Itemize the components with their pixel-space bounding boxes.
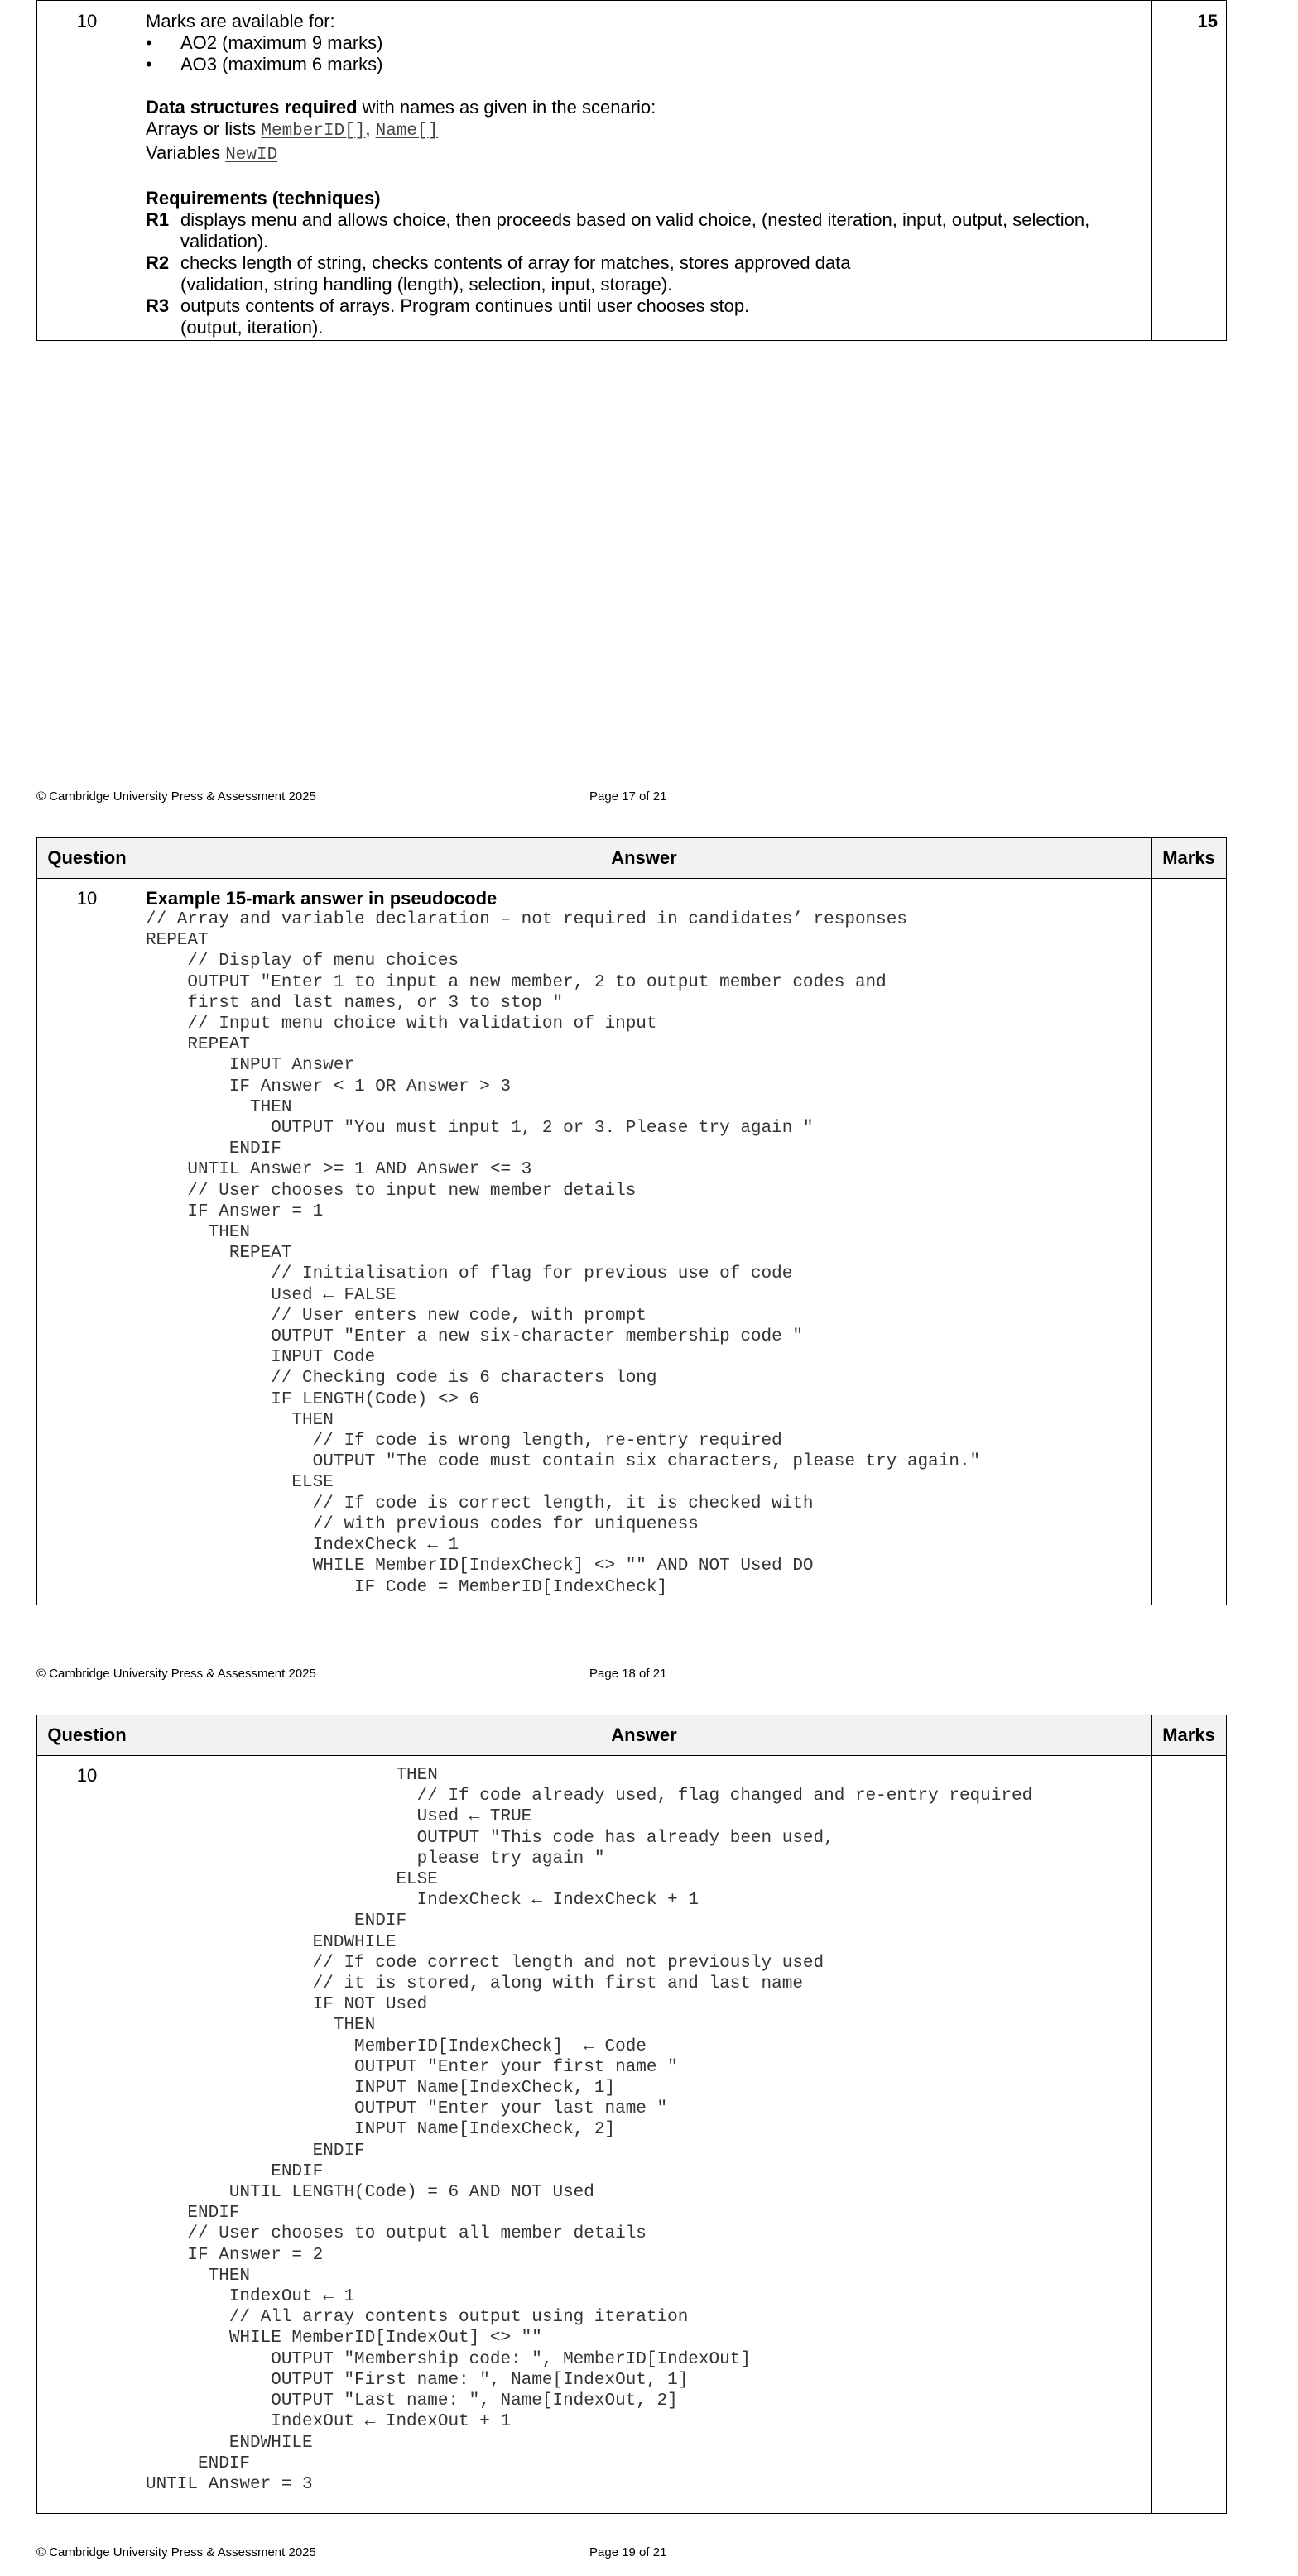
header-marks: Marks [1151, 1715, 1226, 1755]
page-number: Page 19 of 21 [589, 2545, 667, 2559]
requirement-r3: R3 outputs contents of arrays. Program continues until user chooses stop. [146, 295, 750, 316]
pseudocode-block: THEN // If code already used, flag changed and re-entry required Used ← TRUE OUTPUT "This code has already been used, please try again " ELSE IndexCheck ← IndexCheck + 1 ENDIF ENDWHILE // If code correct length and not previously used // it is stored, along with first and last name IF NOT Used THEN MemberID[IndexCheck] ← Code OUTPUT "Enter your first name " INPUT Name[IndexCheck, 1] OUTPUT "Enter your last name " INPUT Name[IndexCheck, 2] ENDIF ENDIF UNTIL LENGTH(Code) = 6 AND NOT Used ENDIF // User chooses to output all member details IF Answer = 2 THEN IndexOut ← 1 // All array contents output using iteration WHILE MemberID[IndexOut] <> "" OUTPUT "Membership code: ", MemberID[IndexOut] OUTPUT "First name: ", Name[IndexOut, 1] OUTPUT "Last name: ", Name[IndexOut, 2] IndexOut ← IndexOut + 1 ENDWHILE ENDIF UNTIL Answer = 3 [146, 1766, 1033, 2494]
marks-available-text: Marks are available for: [146, 11, 335, 31]
bullet-item: • AO2 (maximum 9 marks) [146, 32, 383, 53]
mark-scheme-table-2 [36, 837, 1227, 1605]
mark-scheme-table-3 [36, 1715, 1227, 2514]
requirement-r2: R2 checks length of string, checks contents of array for matches, stores approved data [146, 252, 851, 273]
header-question: Question [37, 838, 137, 878]
copyright-footer: © Cambridge University Press & Assessment 2025 [36, 1667, 316, 1681]
answer-heading: Example 15-mark answer in pseudocode [146, 888, 498, 909]
question-number: 10 [76, 1765, 98, 1786]
header-answer: Answer [137, 838, 1151, 878]
marks-info: Marks are available for: • AO2 (maximum 9 marks) • AO3 (maximum 6 marks) Data structures required with names as given in the scenario: Arrays or lists MemberID[], Name[] Variables NewID Requirements (techniques) R1 displays menu and allows choice, then proceeds based on valid choice, (nested iteration, input, output, selection, validation). R2 checks length of string, checks contents of array for matches, stores approved data (validation, string handling (length), selection, input, storage). R3 outputs contents of arrays. Program continues until user chooses stop. (output, iteration). [146, 11, 1139, 338]
answer-content [146, 888, 1147, 1598]
answer-content [146, 1765, 1147, 2495]
header-answer: Answer [137, 1715, 1151, 1755]
mark-scheme-table-1 [36, 0, 1227, 341]
requirements-heading: Requirements (techniques) [146, 188, 381, 209]
variable-name: NewID [225, 146, 278, 165]
bullet-item: • AO3 (maximum 6 marks) [146, 54, 383, 74]
data-structures-heading: Data structures required with names as given in the scenario: [146, 97, 656, 118]
pseudocode-block: // Array and variable declaration – not required in candidates’ responses REPEAT // Display of menu choices OUTPUT "Enter 1 to input a new member, 2 to output member codes and first and last names, or 3 to stop " // Input menu choice with validation of input REPEAT INPUT Answer IF Answer < 1 OR Answer > 3 THEN OUTPUT "You must input 1, 2 or 3. Please try again " ENDIF UNTIL Answer >= 1 AND Answer <= 3 // User chooses to input new member details IF Answer = 1 THEN REPEAT // Initialisation of flag for previous use of code Used ← FALSE // User enters new code, with prompt OUTPUT "Enter a new six-character membership code " INPUT Code // Checking code is 6 characters long IF LENGTH(Code) <> 6 THEN // If code is wrong length, re-entry required OUTPUT "The code must contain six characters, please try again." ELSE // If code is correct length, it is checked with // with previous codes for uniqueness IndexCheck ← 1 WHILE MemberID[IndexCheck] <> "" AND NOT Used DO IF Code = MemberID[IndexCheck] [146, 910, 981, 1597]
array-name: MemberID[] [261, 122, 366, 141]
requirement-r1: R1 displays menu and allows choice, then proceeds based on valid choice, (nested iteration, input, output, selection, [146, 209, 1090, 230]
copyright-footer: © Cambridge University Press & Assessment 2025 [36, 2545, 316, 2559]
page-number: Page 18 of 21 [589, 1667, 667, 1681]
variables-line: Variables NewID [146, 142, 278, 165]
header-question: Question [37, 1715, 137, 1755]
copyright-footer: © Cambridge University Press & Assessment 2025 [36, 789, 316, 804]
marks-total: 15 [1197, 11, 1218, 31]
question-number: 10 [76, 11, 98, 31]
page-number: Page 17 of 21 [589, 789, 667, 804]
question-number: 10 [76, 888, 98, 909]
arrays-line: Arrays or lists MemberID[], Name[] [146, 118, 439, 141]
array-name: Name[] [375, 122, 439, 141]
header-marks: Marks [1151, 838, 1226, 878]
